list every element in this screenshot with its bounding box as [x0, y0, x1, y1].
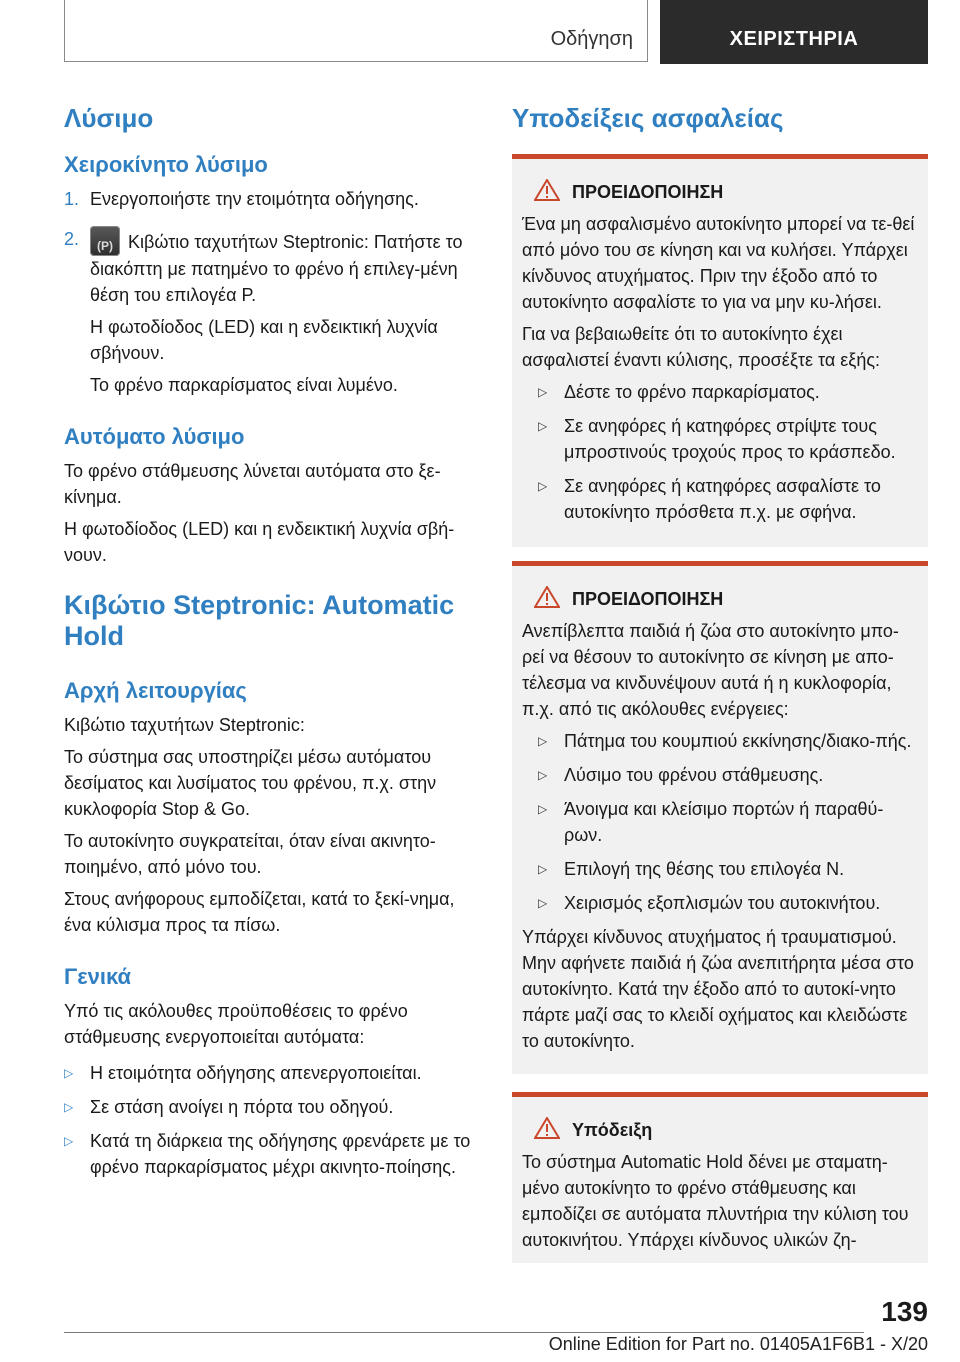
- parking-brake-icon: [90, 226, 120, 256]
- warning-list: [538, 379, 918, 525]
- paragraph: Στους ανήφορους εμποδίζεται, κατά το ξεκί-νημα, ένα κύλισμα προς τα πίσω.: [64, 889, 455, 935]
- step-number: 2.: [64, 229, 80, 249]
- page-header: [64, 0, 928, 64]
- bullet-triangle-icon: ▷: [538, 896, 548, 910]
- heading-principle: Αρχή λειτουργίας: [64, 678, 247, 703]
- bullet-triangle-icon: ▷: [538, 419, 548, 433]
- section-title-automatic-hold: Κιβώτιο Steptronic: Automatic Hold: [64, 590, 455, 651]
- bullet-triangle-icon: ▷: [538, 802, 548, 816]
- bullet-triangle-icon: ▷: [538, 862, 548, 876]
- warning-heading-text: ΠΡΟΕΙΔΟΠΟΙΗΣΗ: [572, 589, 724, 609]
- bullet-triangle-icon: ▷: [64, 1066, 74, 1080]
- step-item: [64, 186, 478, 212]
- note-heading: [522, 1117, 918, 1143]
- list-item-text: Χειρισμός εξοπλισμών του αυτοκινήτου.: [564, 893, 881, 913]
- list-item-text: Επιλογή της θέσης του επιλογέα N.: [564, 859, 845, 879]
- paragraph: Υπό τις ακόλουθες προϋποθέσεις το φρένο στάθμευσης ενεργοποιείται αυτόματα:: [64, 1001, 408, 1047]
- paragraph: Το αυτοκίνητο συγκρατείται, όταν είναι ακινητο-ποιημένο, από μόνο του.: [64, 831, 436, 877]
- list-item: [538, 890, 918, 916]
- list-item-text: Άνοιγμα και κλείσιμο πορτών ή παραθύ-ρων.: [564, 799, 884, 845]
- list-item: [538, 413, 918, 465]
- warning-text: Ένα μη ασφαλισμένο αυτοκίνητο μπορεί να τε-θεί από μόνο του σε κίνηση και να κυλήσει. Υπάρχει κίνδυνος ατυχήματος. Πριν την έξοδο από το αυτοκίνητο ασφαλίστε το για να μην κυ-λήσει.: [522, 214, 915, 312]
- step-number: 1.: [64, 189, 80, 209]
- step-text: Ενεργοποιήστε την ετοιμότητα οδήγησης.: [90, 189, 419, 209]
- step-text: Κιβώτιο ταχυτήτων Steptronic: Πατήστε το διακόπτη με πατημένο το φρένο ή επιλεγ-μένη θέση του επιλογέα P.: [90, 232, 463, 305]
- list-item: [64, 1060, 478, 1086]
- warning-triangle-icon: [534, 1117, 560, 1139]
- list-item-text: Σε ανηφόρες ή κατηφόρες στρίψτε τους μπροστινούς τροχούς προς το κράσπεδο.: [564, 416, 896, 462]
- warning-heading: [522, 586, 918, 612]
- list-item: [538, 473, 918, 525]
- warning-list: [538, 728, 918, 916]
- step-note-released: Το φρένο παρκαρίσματος είναι λυμένο.: [90, 375, 398, 395]
- step-item: [64, 226, 478, 398]
- paragraph: Το φρένο στάθμευσης λύνεται αυτόματα στο ξε-κίνημα.: [64, 461, 441, 507]
- paragraph: Η φωτοδίοδος (LED) και η ενδεικτική λυχνία σβή-νουν.: [64, 519, 455, 565]
- bullet-triangle-icon: ▷: [538, 479, 548, 493]
- list-item: [538, 728, 918, 754]
- chapter-tab: ΧΕΙΡΙΣΤΗΡΙΑ: [660, 0, 928, 64]
- bullet-triangle-icon: ▷: [538, 734, 548, 748]
- list-item: [538, 379, 918, 405]
- list-item: [538, 856, 918, 882]
- list-item-text: Λύσιμο του φρένου στάθμευσης.: [564, 765, 824, 785]
- heading-automatic-release: Αυτόματο λύσιμο: [64, 424, 245, 449]
- list-item-text: Σε στάση ανοίγει η πόρτα του οδηγού.: [90, 1097, 394, 1117]
- step-note-led: Η φωτοδίοδος (LED) και η ενδεικτική λυχνία σβήνουν.: [90, 317, 438, 363]
- list-item-text: Πάτημα του κουμπιού εκκίνησης/διακο-πής.: [564, 731, 912, 751]
- list-item: [538, 796, 918, 848]
- list-item-text: Δέστε το φρένο παρκαρίσματος.: [564, 382, 820, 402]
- note-text: Το σύστημα Automatic Hold δένει με σταματη-μένο αυτοκίνητο το φρένο στάθμευσης και εμποδίζει σε αυτόματα πλυντήρια την κύλιση του αυτοκινήτου. Υπάρχει κίνδυνος υλικών ζη-: [522, 1152, 909, 1250]
- warning-triangle-icon: [534, 179, 560, 201]
- list-item: [64, 1094, 478, 1120]
- manual-release-steps: [64, 186, 478, 398]
- list-item: [538, 762, 918, 788]
- warning-box: [512, 561, 928, 1074]
- warning-text: Υπάρχει κίνδυνος ατυχήματος ή τραυματισμού. Μην αφήνετε παιδιά ή ζώα ανεπιτήρητα μέσα στο αυτοκίνητο. Κατά την έξοδο από το αυτοκί-νητο πάρτε μαζί σας το κλειδί οχήματος και κλειδώστε το αυτοκίνητο.: [522, 927, 914, 1051]
- warning-text: Για να βεβαιωθείτε ότι το αυτοκίνητο έχει ασφαλιστεί έναντι κύλισης, προσέξτε τα εξής:: [522, 324, 881, 370]
- conditions-list: [64, 1060, 478, 1180]
- list-item: [64, 1128, 478, 1180]
- warning-text: Ανεπίβλεπτα παιδιά ή ζώα στο αυτοκίνητο μπο-ρεί να θέσουν το αυτοκίνητο σε κίνηση με απο-τέλεσμα να κινδυνέψουν αυτά ή η κυκλοφορία, π.χ. από τις ακόλουθες ενέργειες:: [522, 621, 899, 719]
- section-tab: Οδήγηση: [64, 0, 648, 62]
- page-number: 139: [881, 1296, 928, 1327]
- note-box: [512, 1092, 928, 1263]
- right-column: [512, 100, 928, 1277]
- warning-heading-text: ΠΡΟΕΙΔΟΠΟΙΗΣΗ: [572, 182, 724, 202]
- warning-heading: [522, 179, 918, 205]
- list-item-text: Η ετοιμότητα οδήγησης απενεργοποιείται.: [90, 1063, 422, 1083]
- heading-manual-release: Χειροκίνητο λύσιμο: [64, 152, 268, 177]
- warning-box: [512, 154, 928, 547]
- heading-general: Γενικά: [64, 964, 132, 989]
- note-heading-text: Υπόδειξη: [572, 1120, 653, 1140]
- footer-divider: [64, 1332, 864, 1333]
- warning-triangle-icon: [534, 586, 560, 608]
- paragraph: Κιβώτιο ταχυτήτων Steptronic:: [64, 715, 305, 735]
- paragraph: Το σύστημα σας υποστηρίζει μέσω αυτόματου δεσίματος και λυσίματος του φρένου, π.χ. στην κυκλοφορία Stop & Go.: [64, 747, 437, 819]
- section-title-safety: Υποδείξεις ασφαλείας: [512, 103, 784, 133]
- bullet-triangle-icon: ▷: [64, 1100, 74, 1114]
- bullet-triangle-icon: ▷: [538, 768, 548, 782]
- list-item-text: Σε ανηφόρες ή κατηφόρες ασφαλίστε το αυτοκίνητο πρόσθετα π.χ. με σφήνα.: [564, 476, 881, 522]
- bullet-triangle-icon: ▷: [538, 385, 548, 399]
- footer-edition: Online Edition for Part no. 01405A1F6B1 - X/20: [548, 1334, 928, 1354]
- list-item-text: Κατά τη διάρκεια της οδήγησης φρενάρετε με το φρένο παρκαρίσματος μέχρι ακινητο-ποίησης.: [90, 1131, 471, 1177]
- section-title-release: Λύσιμο: [64, 103, 154, 133]
- left-column: [64, 100, 478, 1188]
- bullet-triangle-icon: ▷: [64, 1134, 74, 1148]
